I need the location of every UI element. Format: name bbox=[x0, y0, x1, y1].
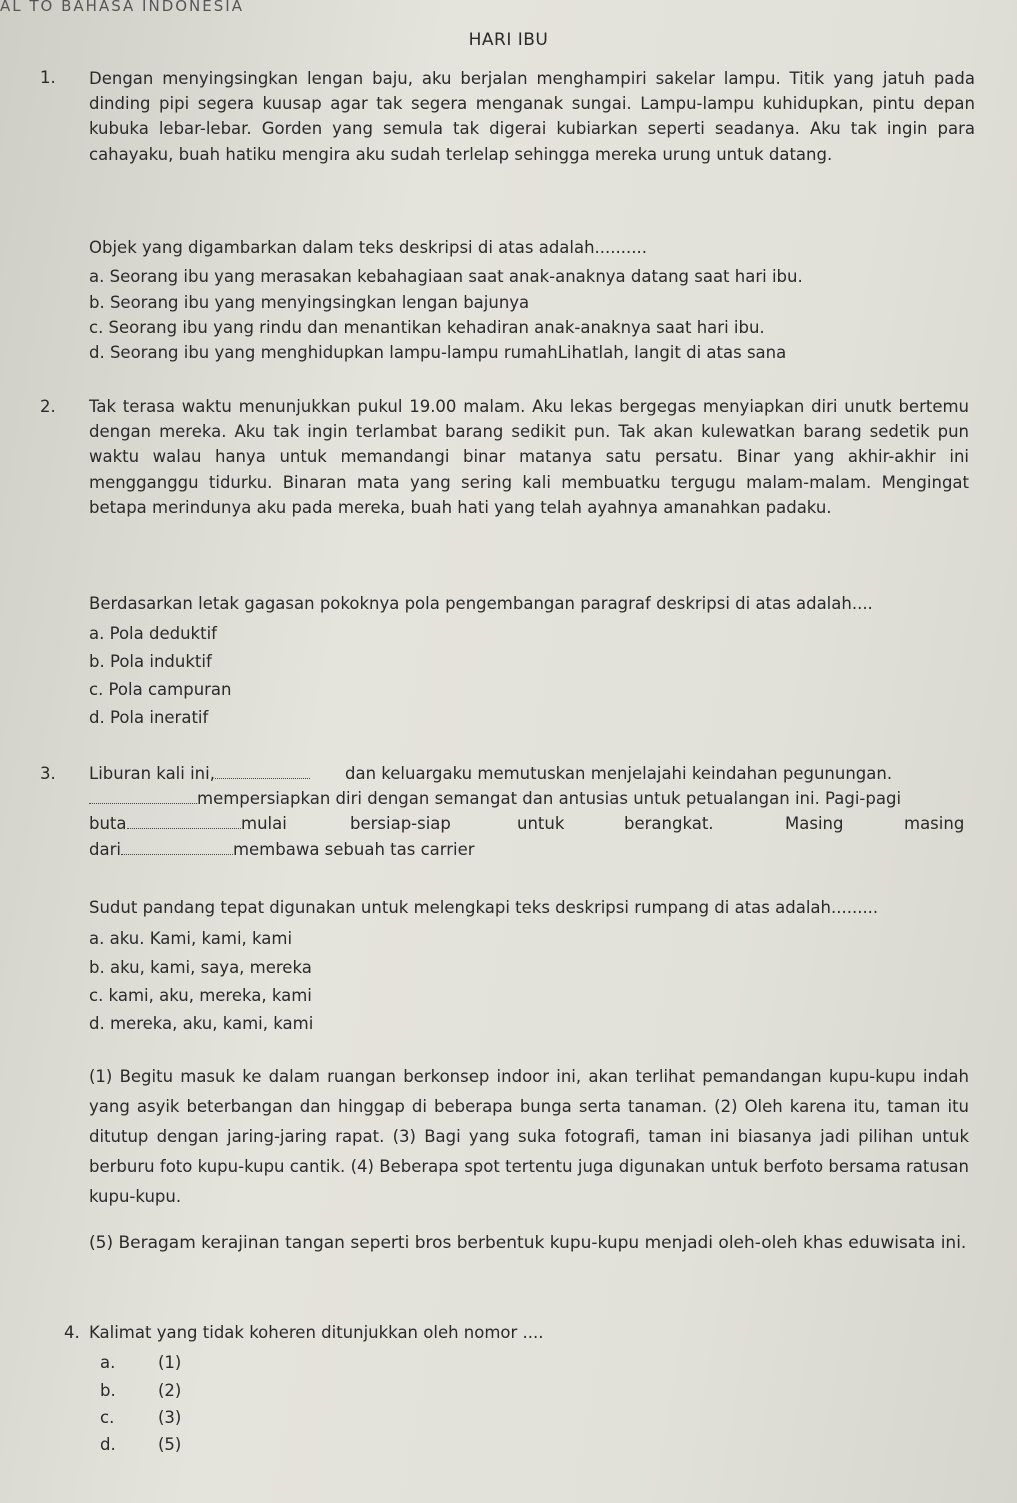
question-3-line-2 bbox=[89, 789, 901, 808]
question-2-number: 2. bbox=[40, 397, 56, 416]
question-4-passage-2: (5) Beragam kerajinan tangan seperti bros berbentuk kupu-kupu menjadi oleh-oleh khas eduwisata ini. bbox=[89, 1233, 967, 1253]
question-3-line-1 bbox=[89, 764, 310, 783]
cropped-header-text: AL TO BAHASA INDONESIA bbox=[0, 0, 244, 12]
blank-4[interactable] bbox=[121, 854, 233, 855]
option-value: (3) bbox=[158, 1408, 182, 1427]
option-value: (1) bbox=[158, 1353, 182, 1372]
question-2-passage: Tak terasa waktu menunjukkan pukul 19.00 malam. Aku lekas bergegas menyiapkan diri unutk bertemu dengan mereka. Aku tak ingin terlambat barang sedikit pun. Tak akan kulewatkan barang sedetik pun waktu walau hanya untuk memandangi binar matanya satu persatu. Binar yang akhir-akhir ini mengganggu tidurku. Binaran mata yang sering kali membuatku tergugu malam-malam. Mengingat betapa merindunya aku pada mereka, buah hati yang telah ayahnya amanahkan padaku. bbox=[89, 397, 969, 517]
option-value: (5) bbox=[158, 1435, 182, 1454]
question-2-prompt: Berdasarkan letak gagasan pokoknya pola pengembangan paragraf deskripsi di atas adalah.... bbox=[89, 594, 873, 613]
question-1-number: 1. bbox=[40, 68, 56, 87]
word-mulai: mulai bbox=[241, 814, 287, 833]
blank-3[interactable] bbox=[127, 828, 241, 829]
blank-1[interactable] bbox=[215, 778, 310, 779]
question-3-option-b[interactable]: b. aku, kami, saya, mereka bbox=[89, 958, 312, 977]
question-3-line-4 bbox=[89, 840, 475, 859]
question-1-option-b[interactable]: b. Seorang ibu yang menyingsingkan lengan bajunya bbox=[89, 293, 530, 312]
question-3-prompt: Sudut pandang tepat digunakan untuk melengkapi teks deskripsi rumpang di atas adalah......... bbox=[89, 898, 879, 917]
word-buta: buta bbox=[89, 814, 127, 833]
word-masing-1: Masing bbox=[785, 814, 844, 833]
blank-2[interactable] bbox=[89, 803, 197, 804]
question-3-line-1-end: dan keluargaku memutuskan menjelajahi keindahan pegunungan. bbox=[345, 764, 893, 783]
word-bersiap-siap: bersiap-siap bbox=[350, 814, 451, 833]
question-3-option-d[interactable]: d. mereka, aku, kami, kami bbox=[89, 1014, 314, 1033]
question-1-prompt: Objek yang digambarkan dalam teks deskripsi di atas adalah.......... bbox=[89, 238, 648, 257]
question-3-option-c[interactable]: c. kami, aku, mereka, kami bbox=[89, 986, 312, 1005]
question-4-prompt: Kalimat yang tidak koheren ditunjukkan oleh nomor .... bbox=[89, 1323, 544, 1342]
option-letter: c. bbox=[100, 1408, 115, 1427]
question-4-number: 4. bbox=[64, 1323, 80, 1342]
question-4-option-c[interactable] bbox=[100, 1408, 181, 1427]
option-letter: a. bbox=[100, 1353, 116, 1372]
option-letter: b. bbox=[100, 1381, 116, 1400]
question-1-passage: Dengan menyingsingkan lengan baju, aku berjalan menghampiri sakelar lampu. Titik yang jatuh pada dinding pipi segera kuusap agar tak segera menganak sungai. Lampu-lampu kuhidupkan, pintu depan kubuka lebar-lebar. Gorden yang semula tak digerai kubiarkan seperti seadanya. Aku tak ingin para cahayaku, buah hatiku mengira aku sudah terlelap sehingga mereka urung untuk datang. bbox=[89, 69, 975, 164]
question-3-option-a[interactable]: a. aku. Kami, kami, kami bbox=[89, 929, 293, 948]
question-4-option-b[interactable] bbox=[100, 1381, 181, 1400]
option-letter: d. bbox=[100, 1435, 116, 1454]
question-2-option-d[interactable]: d. Pola ineratif bbox=[89, 708, 209, 727]
word-masing-2: masing bbox=[904, 814, 965, 833]
word-berangkat: berangkat. bbox=[624, 814, 714, 833]
question-2-option-b[interactable]: b. Pola induktif bbox=[89, 652, 212, 671]
question-1-option-c[interactable]: c. Seorang ibu yang rindu dan menantikan kehadiran anak-anaknya saat hari ibu. bbox=[89, 318, 765, 337]
word-untuk: untuk bbox=[517, 814, 565, 833]
option-value: (2) bbox=[158, 1381, 182, 1400]
question-4-option-d[interactable] bbox=[100, 1435, 181, 1454]
page-title: HARI IBU bbox=[468, 30, 549, 50]
question-1-option-a[interactable]: a. Seorang ibu yang merasakan kebahagiaan saat anak-anaknya datang saat hari ibu. bbox=[89, 267, 803, 286]
question-1-option-d[interactable]: d. Seorang ibu yang menghidupkan lampu-lampu rumahLihatlah, langit di atas sana bbox=[89, 343, 787, 362]
question-4-passage-1: (1) Begitu masuk ke dalam ruangan berkonsep indoor ini, akan terlihat pemandangan kupu-kupu indah yang asyik beterbangan dan hinggap di beberapa bunga serta tanaman. (2) Oleh karena itu, taman itu ditutup dengan jaring-jaring rapat. (3) Bagi yang suka fotografi, taman ini biasanya jadi pilihan untuk berburu foto kupu-kupu cantik. (4) Beberapa spot tertentu juga digunakan untuk berfoto bersama ratusan kupu-kupu. bbox=[89, 1067, 969, 1206]
question-2-option-c[interactable]: c. Pola campuran bbox=[89, 680, 232, 699]
question-3-number: 3. bbox=[40, 764, 56, 783]
question-3-line-2-text: mempersiapkan diri dengan semangat dan antusias untuk petualangan ini. Pagi-pagi bbox=[197, 789, 902, 808]
question-4-option-a[interactable] bbox=[100, 1353, 181, 1372]
word-dari: dari bbox=[89, 840, 121, 859]
question-2-option-a[interactable]: a. Pola deduktif bbox=[89, 624, 217, 643]
question-3-line-4-end: membawa sebuah tas carrier bbox=[232, 840, 475, 859]
question-3-line-1-start: Liburan kali ini, bbox=[89, 764, 215, 783]
